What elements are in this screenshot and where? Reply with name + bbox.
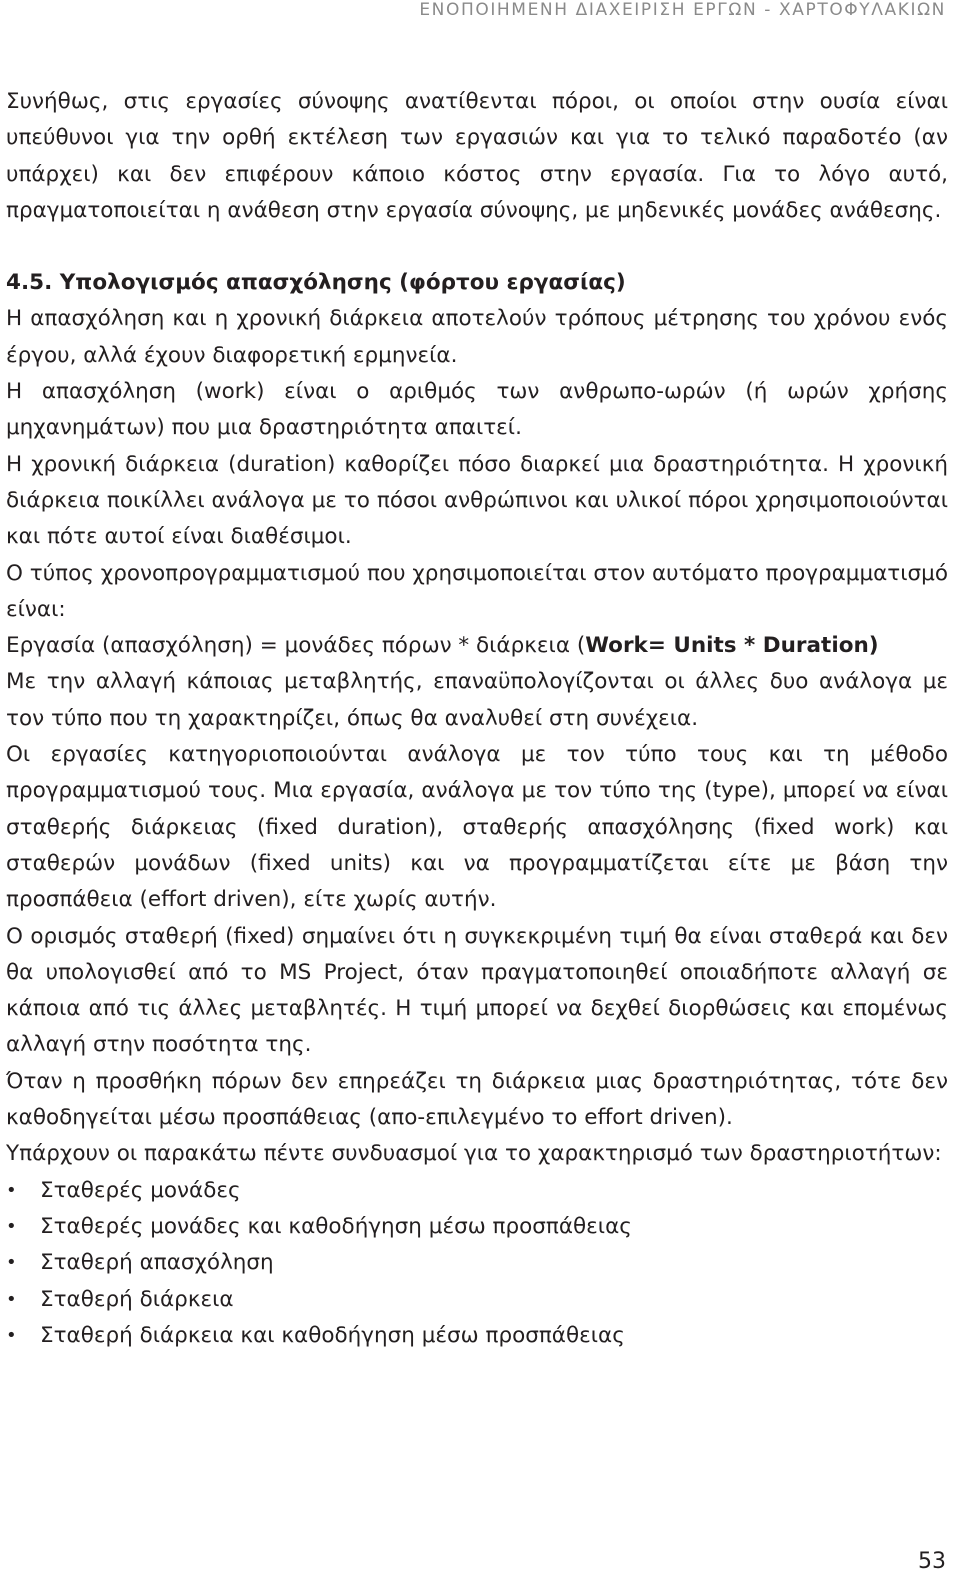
formula-line xyxy=(6,628,948,664)
formula-prefix: Εργασία (απασχόληση) = μονάδες πόρων * διάρκεια ( xyxy=(6,633,586,659)
paragraph-combinations: Υπάρχουν οι παρακάτω πέντε συνδυασμοί για το χαρακτηρισμό των δραστηριοτήτων: xyxy=(6,1141,942,1167)
paragraph-variable-change: Με την αλλαγή κάποιας μεταβλητής, επαναϋπολογίζονται οι άλλες δυο ανάλογα με τον τύπο που τη χαρακτηρίζει, όπως θα αναλυθεί στη συνέχεια. xyxy=(6,669,948,731)
running-header: ΕΝΟΠΟΙΗΜΕΝΗ ΔΙΑΧΕΙΡΙΣΗ ΕΡΓΩΝ - ΧΑΡΤΟΦΥΛΑΚΙΩΝ xyxy=(419,0,946,20)
combinations-list xyxy=(6,1173,948,1354)
list-item: • Σταθερή διάρκεια και καθοδήγηση μέσω προσπάθειας xyxy=(6,1318,948,1354)
page-content xyxy=(6,84,948,1354)
list-item: • Σταθερές μονάδες και καθοδήγηση μέσω προσπάθειας xyxy=(6,1209,948,1245)
list-item: • Σταθερές μονάδες xyxy=(6,1173,948,1209)
list-item: • Σταθερή απασχόληση xyxy=(6,1245,948,1281)
paragraph-duration-definition: Η χρονική διάρκεια (duration) καθορίζει πόσο διαρκεί μια δραστηριότητα. Η χρονική διάρκεια ποικίλλει ανάλογα με το πόσοι ανθρώπινοι και υλικοί πόροι χρησιμοποιούνται και πότε αυτοί είναι διαθέσιμοι. xyxy=(6,451,948,550)
intro-paragraph: Συνήθως, στις εργασίες σύνοψης ανατίθενται πόροι, οι οποίοι στην ουσία είναι υπεύθυνοι για την ορθή εκτέλεση των εργασιών και για το τελικό παραδοτέο (αν υπάρχει) και δεν επιφέρουν κάποιο κόστος στην εργασία. Για το λόγο αυτό, πραγματοποιείται η ανάθεση στην εργασία σύνοψης, με μηδενικές μονάδες ανάθεσης. xyxy=(6,89,948,223)
page-number: 53 xyxy=(918,1549,946,1574)
list-item: • Σταθερή διάρκεια xyxy=(6,1282,948,1318)
paragraph-work-duration: Η απασχόληση και η χρονική διάρκεια αποτελούν τρόπους μέτρησης του χρόνου ενός έργου, αλλά έχουν διαφορετική ερμηνεία. xyxy=(6,306,948,368)
paragraph-gap xyxy=(6,229,948,265)
section-title: 4.5. Υπολογισμός απασχόλησης (φόρτου εργασίας) xyxy=(6,270,626,296)
paragraph-fixed-definition: Ο ορισμός σταθερή (fixed) σημαίνει ότι η συγκεκριμένη τιμή θα είναι σταθερά και δεν θα υπολογισθεί από το MS Project, όταν πραγματοποιηθεί οποιαδήποτε αλλαγή σε κάποια από τις άλλες μεταβλητές. Η τιμή μπορεί να δεχθεί διορθώσεις και επομένως αλλαγή στην ποσότητα της. xyxy=(6,923,948,1058)
paragraph-formula-intro: Ο τύπος χρονοπρογραμματισμού που χρησιμοποιείται στον αυτόματο προγραμματισμό είναι: xyxy=(6,560,948,622)
formula-bold: Work= Units * Duration) xyxy=(585,633,879,659)
paragraph-task-types: Οι εργασίες κατηγοριοποιούνται ανάλογα με τον τύπο τους και τη μέθοδο προγραμματισμού τους. Μια εργασία, ανάλογα με τον τύπο της (type), μπορεί να είναι σταθερής διάρκειας (fixed duration), σταθερής απασχόλησης (fixed work) και σταθερών μονάδων (fixed units) και να προγραμματίζεται είτε με βάση την προσπάθεια (effort driven), είτε χωρίς αυτήν. xyxy=(6,742,948,913)
paragraph-effort-driven: Όταν η προσθήκη πόρων δεν επηρεάζει τη διάρκεια μιας δραστηριότητας, τότε δεν καθοδηγείται μέσω προσπάθειας (απο-επιλεγμένο το effort driven). xyxy=(6,1068,948,1131)
paragraph-work-definition: Η απασχόληση (work) είναι ο αριθμός των ανθρωπο-ωρών (ή ωρών χρήσης μηχανημάτων) που μια δραστηριότητα απαιτεί. xyxy=(6,379,948,441)
